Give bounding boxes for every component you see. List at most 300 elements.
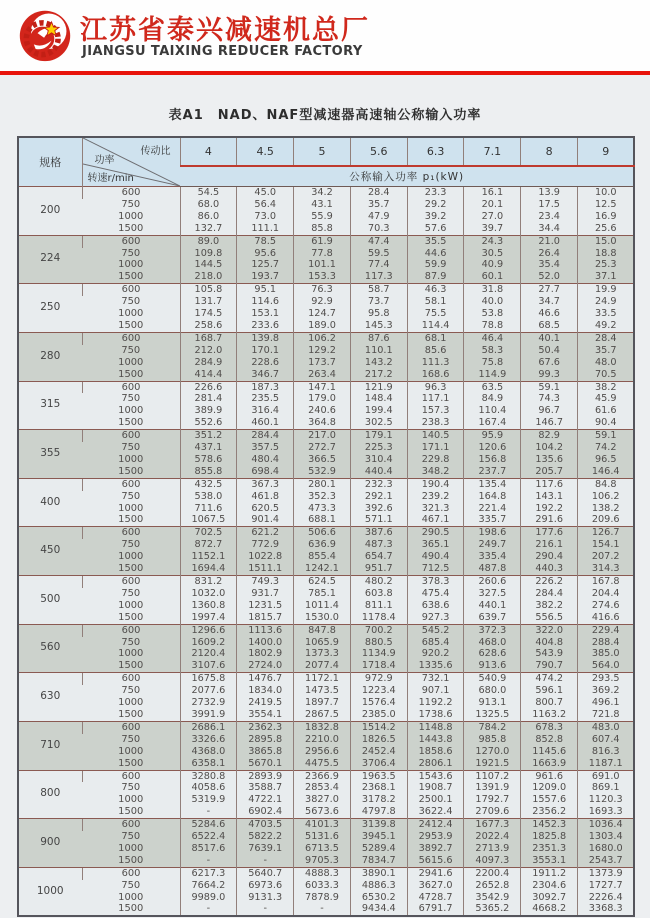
power-value-cell: 638.6 [407, 600, 464, 612]
table-row [18, 588, 634, 600]
power-value-cell: 95.8 [350, 308, 407, 320]
power-value-cell: 1443.8 [407, 734, 464, 746]
power-value-cell: 117.1 [407, 393, 464, 405]
power-value-cell: 9705.3 [294, 855, 351, 867]
speed-cell: 1500 [82, 514, 180, 526]
power-value-cell: 87.9 [407, 271, 464, 283]
ratio-header: 9 [578, 137, 635, 166]
power-value-cell: 7878.9 [294, 892, 351, 904]
spec-column-header: 规格 [18, 137, 82, 187]
power-value-cell: 24.3 [464, 235, 521, 247]
power-value-cell: 56.4 [237, 199, 294, 211]
speed-cell: 750 [82, 588, 180, 600]
table-row [18, 855, 634, 867]
speed-cell: 1500 [82, 563, 180, 575]
power-value-cell: 9131.3 [237, 892, 294, 904]
power-value-cell: 212.0 [180, 345, 237, 357]
speed-cell: 600 [82, 673, 180, 685]
power-value-cell: 7664.2 [180, 880, 237, 892]
power-value-cell: 76.3 [294, 284, 351, 296]
power-value-cell: 2953.9 [407, 831, 464, 843]
power-value-cell: 378.3 [407, 576, 464, 588]
power-value-cell: 19.9 [578, 284, 635, 296]
spec-cell: 355 [18, 430, 82, 479]
power-value-cell: 168.7 [180, 332, 237, 344]
power-value-cell: 25.3 [578, 259, 635, 271]
table-row [18, 466, 634, 478]
power-value-cell: 3588.7 [237, 782, 294, 794]
power-value-cell: 189.0 [294, 320, 351, 332]
table-row [18, 600, 634, 612]
power-value-cell: 217.2 [350, 369, 407, 381]
power-value-cell: 1335.6 [407, 660, 464, 672]
power-value-cell: 346.7 [237, 369, 294, 381]
power-value-cell: 6358.1 [180, 758, 237, 770]
power-value-cell: 168.6 [407, 369, 464, 381]
power-value-cell: 1897.7 [294, 697, 351, 709]
table-row [18, 417, 634, 429]
power-value-cell: 872.7 [180, 539, 237, 551]
power-value-cell: 951.7 [350, 563, 407, 575]
power-value-cell: 3945.1 [350, 831, 407, 843]
table-row [18, 357, 634, 369]
speed-cell: 1000 [82, 746, 180, 758]
power-value-cell: 117.6 [521, 478, 578, 490]
table-row [18, 332, 634, 344]
speed-cell: 750 [82, 782, 180, 794]
power-value-cell: 92.9 [294, 296, 351, 308]
power-value-cell: 3092.7 [521, 892, 578, 904]
power-value-cell: 1270.0 [464, 746, 521, 758]
power-value-cell: 1473.5 [294, 685, 351, 697]
power-value-cell: 321.3 [407, 503, 464, 515]
speed-cell: 1500 [82, 417, 180, 429]
power-value-cell: 1152.1 [180, 551, 237, 563]
power-value-cell: 473.3 [294, 503, 351, 515]
power-value-cell: 2120.4 [180, 648, 237, 660]
power-value-cell: 389.9 [180, 405, 237, 417]
power-value-cell: 61.9 [294, 235, 351, 247]
speed-cell: 1000 [82, 600, 180, 612]
power-value-cell: 57.6 [407, 223, 464, 235]
power-value-cell: 1163.2 [521, 709, 578, 721]
power-value-cell: 52.0 [521, 271, 578, 283]
power-value-cell: 85.6 [407, 345, 464, 357]
table-header [18, 137, 634, 187]
power-value-cell: 284.4 [237, 430, 294, 442]
power-value-cell: 784.2 [464, 721, 521, 733]
power-value-cell: 1543.6 [407, 770, 464, 782]
power-value-cell: 1921.5 [464, 758, 521, 770]
power-value-cell: 221.4 [464, 503, 521, 515]
speed-cell: 750 [82, 637, 180, 649]
speed-cell: 1000 [82, 308, 180, 320]
power-value-cell: 1815.7 [237, 612, 294, 624]
power-value-cell: 811.1 [350, 600, 407, 612]
power-value-cell: 63.5 [464, 381, 521, 393]
power-value-cell: 78.5 [237, 235, 294, 247]
table-row [18, 320, 634, 332]
speed-cell: 1000 [82, 259, 180, 271]
spec-cell: 800 [18, 770, 82, 819]
power-value-cell: 106.2 [578, 491, 635, 503]
power-value-cell: 620.5 [237, 503, 294, 515]
power-value-cell: 44.6 [407, 248, 464, 260]
power-value-cell: 578.6 [180, 454, 237, 466]
power-value-cell: 2210.0 [294, 734, 351, 746]
power-value-cell: 50.4 [521, 345, 578, 357]
power-value-cell: 855.4 [294, 551, 351, 563]
power-value-cell: 6522.4 [180, 831, 237, 843]
power-value-cell: 404.8 [521, 637, 578, 649]
spec-cell: 560 [18, 624, 82, 673]
power-value-cell: 467.1 [407, 514, 464, 526]
power-value-cell: 749.3 [237, 576, 294, 588]
power-value-cell: 21.0 [521, 235, 578, 247]
speed-cell: 1000 [82, 843, 180, 855]
gear-star-icon [17, 5, 73, 65]
corner-label-power: 功率 [94, 155, 115, 166]
power-value-cell: 480.4 [237, 454, 294, 466]
power-value-cell: 437.1 [180, 442, 237, 454]
power-value-cell: 680.0 [464, 685, 521, 697]
power-value-cell: 43.1 [294, 199, 351, 211]
power-value-cell: 125.7 [237, 259, 294, 271]
power-value-cell: 95.1 [237, 284, 294, 296]
power-value-cell: 59.1 [521, 381, 578, 393]
power-value-cell: 3865.8 [237, 746, 294, 758]
power-value-cell: 124.7 [294, 308, 351, 320]
power-value-cell: 1113.6 [237, 624, 294, 636]
power-value-cell: 9434.4 [350, 903, 407, 916]
power-value-cell: 106.2 [294, 332, 351, 344]
power-value-cell: 235.5 [237, 393, 294, 405]
table-row [18, 734, 634, 746]
power-value-cell: 369.2 [578, 685, 635, 697]
power-value-cell: 1802.9 [237, 648, 294, 660]
corner-label-speed: 转速r/min [87, 173, 134, 184]
table-row [18, 514, 634, 526]
power-value-cell: 961.6 [521, 770, 578, 782]
power-value-cell: 45.0 [237, 187, 294, 199]
power-value-cell: 74.2 [578, 442, 635, 454]
power-value-cell: 3890.1 [350, 867, 407, 879]
speed-cell: 750 [82, 199, 180, 211]
power-value-cell: 6217.3 [180, 867, 237, 879]
power-value-cell: 1192.2 [407, 697, 464, 709]
power-value-cell: 4368.0 [180, 746, 237, 758]
power-value-cell: 468.0 [464, 637, 521, 649]
power-value-cell: 385.0 [578, 648, 635, 660]
power-value-cell: 55.9 [294, 211, 351, 223]
speed-cell: 750 [82, 685, 180, 697]
power-value-cell: 13.9 [521, 187, 578, 199]
power-value-cell: 2022.4 [464, 831, 521, 843]
spec-cell: 630 [18, 673, 82, 722]
power-value-cell: 985.8 [464, 734, 521, 746]
power-value-cell: 800.7 [521, 697, 578, 709]
power-value-cell: 216.1 [521, 539, 578, 551]
power-value-cell: 1065.9 [294, 637, 351, 649]
power-value-cell: 218.0 [180, 271, 237, 283]
power-value-cell: 6973.6 [237, 880, 294, 892]
power-value-cell: 721.8 [578, 709, 635, 721]
power-value-cell: 258.6 [180, 320, 237, 332]
power-value-cell: 34.4 [521, 223, 578, 235]
table-title: 表A1 NAD、NAF型减速器高速轴公称输入功率 [168, 108, 482, 123]
power-value-cell: - [180, 903, 237, 916]
power-value-cell: 240.6 [294, 405, 351, 417]
power-value-cell: 15.0 [578, 235, 635, 247]
power-value-cell: 1011.4 [294, 600, 351, 612]
power-value-cell: 1792.7 [464, 794, 521, 806]
power-value-cell: 1834.0 [237, 685, 294, 697]
power-value-cell: 199.4 [350, 405, 407, 417]
power-value-cell: 121.9 [350, 381, 407, 393]
power-value-cell: 59.9 [407, 259, 464, 271]
table-row [18, 660, 634, 672]
power-value-cell: 16.9 [578, 211, 635, 223]
power-value-cell: 153.3 [294, 271, 351, 283]
power-value-cell: 67.6 [521, 357, 578, 369]
power-value-cell: 7639.1 [237, 843, 294, 855]
power-value-cell: 228.6 [237, 357, 294, 369]
power-value-cell: 38.2 [578, 381, 635, 393]
power-value-cell: 129.2 [294, 345, 351, 357]
power-value-cell: 1325.5 [464, 709, 521, 721]
speed-cell: 1000 [82, 503, 180, 515]
power-value-cell: 86.0 [180, 211, 237, 223]
power-value-cell: 351.2 [180, 430, 237, 442]
speed-cell: 750 [82, 831, 180, 843]
power-value-cell: 1557.6 [521, 794, 578, 806]
power-value-cell: 293.5 [578, 673, 635, 685]
power-value-cell: 238.3 [407, 417, 464, 429]
spec-cell: 315 [18, 381, 82, 430]
power-value-cell: 564.0 [578, 660, 635, 672]
diagonal-corner-cell [82, 137, 180, 187]
power-value-cell: 831.2 [180, 576, 237, 588]
speed-cell: 750 [82, 296, 180, 308]
power-value-cell: 46.3 [407, 284, 464, 296]
power-value-cell: 506.6 [294, 527, 351, 539]
table-row [18, 199, 634, 211]
speed-cell: 750 [82, 248, 180, 260]
power-value-cell: 54.5 [180, 187, 237, 199]
power-value-cell: 30.5 [464, 248, 521, 260]
power-value-cell: 179.1 [350, 430, 407, 442]
power-value-cell: - [180, 806, 237, 818]
power-value-cell: 5822.2 [237, 831, 294, 843]
power-value-cell: 73.0 [237, 211, 294, 223]
speed-cell: 1500 [82, 369, 180, 381]
power-value-cell: 284.4 [521, 588, 578, 600]
power-value-cell: 99.3 [521, 369, 578, 381]
power-value-cell: 47.9 [350, 211, 407, 223]
power-value-cell: 132.7 [180, 223, 237, 235]
power-value-cell: 913.6 [464, 660, 521, 672]
ratio-header: 7.1 [464, 137, 521, 166]
power-value-cell: 3178.2 [350, 794, 407, 806]
power-value-cell: 2724.0 [237, 660, 294, 672]
power-value-cell: 37.1 [578, 271, 635, 283]
power-value-cell: 7834.7 [350, 855, 407, 867]
table-row [18, 503, 634, 515]
speed-cell: 750 [82, 880, 180, 892]
power-value-cell: 496.1 [578, 697, 635, 709]
speed-cell: 1000 [82, 405, 180, 417]
speed-cell: 750 [82, 734, 180, 746]
speed-cell: 600 [82, 576, 180, 588]
table-row [18, 248, 634, 260]
power-value-cell: 225.3 [350, 442, 407, 454]
table-row [18, 746, 634, 758]
power-value-cell: 3553.1 [521, 855, 578, 867]
power-value-cell: 131.7 [180, 296, 237, 308]
power-value-cell: 2226.4 [578, 892, 635, 904]
power-value-cell: 474.2 [521, 673, 578, 685]
power-value-cell: 82.9 [521, 430, 578, 442]
power-value-cell: 146.4 [578, 466, 635, 478]
power-value-cell: 639.7 [464, 612, 521, 624]
speed-cell: 1500 [82, 806, 180, 818]
power-value-cell: 229.8 [407, 454, 464, 466]
power-value-cell: 190.4 [407, 478, 464, 490]
power-value-cell: 140.5 [407, 430, 464, 442]
power-value-cell: 460.1 [237, 417, 294, 429]
power-value-cell: 239.2 [407, 491, 464, 503]
corner-label-ratio: 传动比 [140, 146, 171, 157]
power-value-cell: 372.3 [464, 624, 521, 636]
table-row [18, 697, 634, 709]
power-value-cell: 95.9 [464, 430, 521, 442]
power-value-cell: 732.1 [407, 673, 464, 685]
power-value-cell: 148.4 [350, 393, 407, 405]
power-value-cell: 1680.0 [578, 843, 635, 855]
speed-cell: 600 [82, 867, 180, 879]
power-value-cell: 1022.8 [237, 551, 294, 563]
power-value-cell: 174.5 [180, 308, 237, 320]
power-value-cell: 475.4 [407, 588, 464, 600]
table-row [18, 770, 634, 782]
power-value-cell: 1694.4 [180, 563, 237, 575]
power-value-cell: - [237, 903, 294, 916]
power-value-cell: 45.9 [578, 393, 635, 405]
table-row [18, 685, 634, 697]
power-value-cell: 281.4 [180, 393, 237, 405]
power-value-cell: 487.3 [350, 539, 407, 551]
speed-cell: 600 [82, 430, 180, 442]
company-banner [0, 0, 650, 71]
speed-cell: 600 [82, 332, 180, 344]
power-value-cell: 179.0 [294, 393, 351, 405]
power-value-cell: 3139.8 [350, 819, 407, 831]
power-value-cell: 490.4 [407, 551, 464, 563]
power-value-cell: 785.1 [294, 588, 351, 600]
company-name-cn: 江苏省泰兴减速机总厂 [80, 15, 370, 46]
power-value-cell: 2419.5 [237, 697, 294, 709]
power-value-cell: 207.2 [578, 551, 635, 563]
power-value-cell: 145.3 [350, 320, 407, 332]
table-row [18, 369, 634, 381]
table-row [18, 551, 634, 563]
power-value-cell: 880.5 [350, 637, 407, 649]
power-value-cell: 147.1 [294, 381, 351, 393]
power-value-cell: 25.6 [578, 223, 635, 235]
power-value-cell: 1373.9 [578, 867, 635, 879]
power-value-cell: 3554.1 [237, 709, 294, 721]
power-value-cell: 1067.5 [180, 514, 237, 526]
power-value-cell: 432.5 [180, 478, 237, 490]
power-value-cell: 204.4 [578, 588, 635, 600]
power-value-cell: 28.4 [578, 332, 635, 344]
power-value-cell: 39.2 [407, 211, 464, 223]
power-value-cell: 1296.6 [180, 624, 237, 636]
power-value-cell: 1120.3 [578, 794, 635, 806]
power-value-cell: 1400.0 [237, 637, 294, 649]
power-value-cell: 237.7 [464, 466, 521, 478]
power-value-cell: 126.7 [578, 527, 635, 539]
power-value-cell: 2709.6 [464, 806, 521, 818]
power-value-cell: 636.9 [294, 539, 351, 551]
table-row [18, 843, 634, 855]
power-value-cell: 927.3 [407, 612, 464, 624]
power-value-cell: 3627.0 [407, 880, 464, 892]
power-value-cell: 167.4 [464, 417, 521, 429]
speed-cell: 1500 [82, 903, 180, 916]
power-value-cell: 387.6 [350, 527, 407, 539]
power-value-cell: 1231.5 [237, 600, 294, 612]
spec-cell: 224 [18, 235, 82, 284]
power-value-cell: 310.4 [350, 454, 407, 466]
power-value-cell: 5284.6 [180, 819, 237, 831]
power-value-cell: 2200.4 [464, 867, 521, 879]
power-value-cell: 177.6 [521, 527, 578, 539]
power-value-cell: 1911.2 [521, 867, 578, 879]
table-row [18, 612, 634, 624]
subheader-nominal-power: 公称输入功率 p₁(kW) [180, 166, 634, 187]
power-value-cell: 1148.8 [407, 721, 464, 733]
table-row [18, 539, 634, 551]
power-value-cell: 144.5 [180, 259, 237, 271]
power-value-cell: 138.2 [578, 503, 635, 515]
power-value-cell: 790.7 [521, 660, 578, 672]
power-value-cell: 101.1 [294, 259, 351, 271]
power-value-cell: 2895.8 [237, 734, 294, 746]
speed-cell: 1000 [82, 551, 180, 563]
speed-cell: 1500 [82, 660, 180, 672]
ratio-header: 4 [180, 137, 237, 166]
table-body [18, 187, 634, 917]
power-value-cell: 17.5 [521, 199, 578, 211]
power-value-cell: 2956.6 [294, 746, 351, 758]
power-value-cell: 24.9 [578, 296, 635, 308]
power-value-cell: 48.0 [578, 357, 635, 369]
power-value-cell: 556.5 [521, 612, 578, 624]
power-value-cell: 156.8 [464, 454, 521, 466]
power-value-cell: 96.3 [407, 381, 464, 393]
power-value-cell: 1107.2 [464, 770, 521, 782]
power-value-cell: 284.9 [180, 357, 237, 369]
speed-cell: 750 [82, 539, 180, 551]
power-value-cell: 1242.1 [294, 563, 351, 575]
speed-cell: 600 [82, 721, 180, 733]
power-value-cell: 209.6 [578, 514, 635, 526]
power-value-cell: 700.2 [350, 624, 407, 636]
power-value-cell: 205.7 [521, 466, 578, 478]
table-row [18, 442, 634, 454]
power-value-cell: 2806.1 [407, 758, 464, 770]
